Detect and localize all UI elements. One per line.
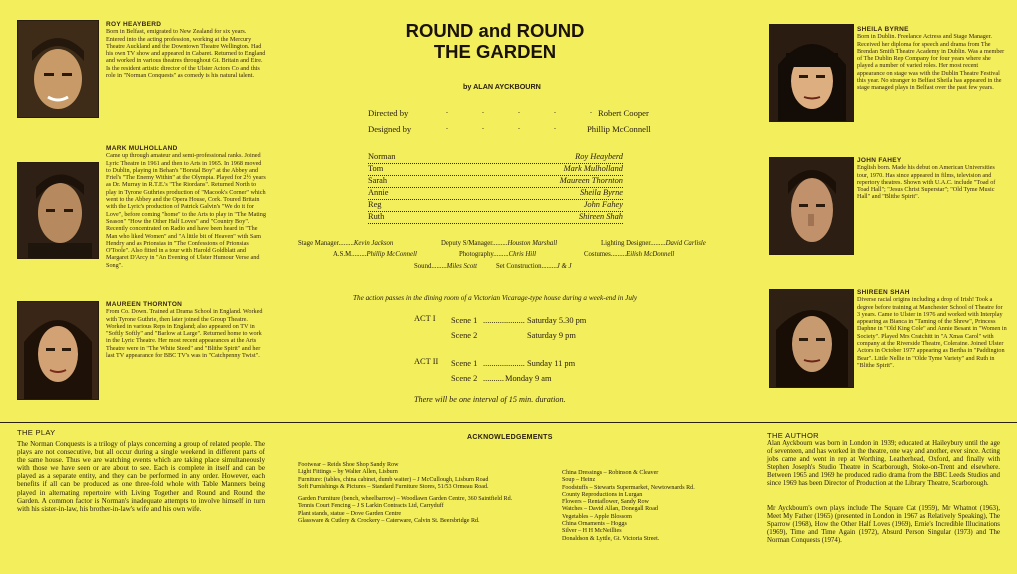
bio-shireen-shah bbox=[857, 289, 1007, 369]
crew-sound: Sound.........Miles Scott bbox=[414, 263, 478, 270]
photo-maureen-thornton bbox=[17, 301, 99, 400]
ack-item: Donaldson & Lyttle, Gt. Victoria Street. bbox=[562, 535, 660, 542]
byline: by ALAN AYCKBOURN bbox=[463, 82, 541, 91]
directed-by: Robert Cooper bbox=[598, 108, 649, 118]
cast-actor: Sheila Byrne bbox=[579, 188, 623, 197]
bio-maureen-thornton bbox=[106, 301, 266, 359]
interval-note: There will be one interval of 15 min. duration. bbox=[414, 395, 566, 404]
designed-label: Designed by bbox=[368, 124, 412, 134]
act1-scene1-label: Scene 1 bbox=[451, 316, 478, 325]
title-line-2: THE GARDEN bbox=[433, 41, 557, 62]
act2-scene1-time: Sunday 11 pm bbox=[527, 359, 576, 368]
act2-scene2-label: Scene 2 bbox=[451, 374, 478, 383]
bio-roy-heayberd bbox=[106, 21, 266, 79]
ack-item: Glassware & Cutlery & Crockery – Caterware, Calvin St. Beersbridge Rd. bbox=[298, 518, 480, 525]
cast-role: Reg bbox=[368, 200, 382, 209]
designed-by: Phillip McConnell bbox=[587, 124, 651, 134]
cast-row bbox=[368, 164, 623, 176]
bio-text: Came up through amateur and semi-professional ranks. Joined Lyric Theatre in 1961 and then to Arts in 1965. In 1968 moved to Dublin, playing in Behan's "Borstal Boy" at the Abbey and Friel's "The Enemy Within" at the Olympia. Played for 2½ years as Dr. Murray in R.T.E.'s "The Riordans". Returned North to play in Tyrone Guthries production of "Macook's Corner" which went to the Abbey and the Opera House, Cork. Toured Britain with the Lyric's production of Patrick Galvin's "We do it for Love", before coming "home" to the Arts to play in "The Mating Season" "How the Other Half Loves" and "Country Boy". Recently concentrated on Radio and have been heard in "The Man who liked Women" and "A little bit of Heaven" with Sam Hendry and as Prionsias in "The Confessions of Prionsias O'Toole". Also fitted in a tour with Harold Goldblatt and Margaret D'Arcy in "An Evening of Ulster Humour Verse and Song". bbox=[106, 152, 266, 269]
cast-actor: Maureen Thornton bbox=[559, 176, 623, 185]
cast-role: Ruth bbox=[368, 212, 385, 221]
ack-item: Soft Furnishings & Pictures – Standard Furniture Stores, 51/53 Ormeau Road. bbox=[298, 483, 489, 490]
ack-item: China Dressings – Robinson & Cleaver bbox=[562, 470, 659, 476]
bio-name: ROY HEAYBERD bbox=[106, 21, 162, 28]
act2-scene2-dots: .......... bbox=[483, 374, 504, 383]
act2-scene1-label: Scene 1 bbox=[451, 359, 478, 368]
cast-row bbox=[368, 152, 623, 164]
crew-deputy: Deputy S/Manager.........Houston Marshall bbox=[441, 240, 558, 247]
crew-set: Set Construction.........J & J bbox=[496, 263, 572, 270]
bio-name: MAUREEN THORNTON bbox=[106, 301, 183, 308]
crew-stage-manager: Stage Manager.........Kevin Jackson bbox=[298, 240, 394, 247]
act1-scene1-dots: .................... bbox=[483, 316, 525, 325]
bio-john-fahey bbox=[857, 157, 1007, 201]
bio-text: Born in Dublin. Freelance Actress and Stage Manager. Received her diploma for speech and drama from The Brendan Smith Theatre Academy in Dublin. Was a member of The Dublin Rep Company for four years where she played a number of varied roles. Her most recent appearance on stage was with the Dublin Theatre Festival this year. No stranger to Belfast Sheila has appeared in the stage managed plays in Belfast over the past few years. bbox=[857, 33, 1005, 92]
bio-text: English born. Made his debut on American Universities tour, 1970. Has since appeared in films, television and repertory theatres. Shown with U.A.C. include "Toad of Toad Hall"; "Jesus Christ Superstar"; "Old Tyme Music Hall" and "Blithe Spirit". bbox=[857, 164, 996, 201]
author-text-2: Mr Ayckbourn's own plays include The Square Cat (1959), Mr Whatnot (1963), Meet My Father (1965) (presented in London in 1967 as Relatively Speaking), The Sparrow (1968), How the Other Half Loves (1969), Ernie's Incredible Illucinations (1969), Time and Time Again (1972), Absurd Person Singular (1973) and The Norman Conquests (1974). bbox=[767, 505, 1000, 544]
photo-sheila-byrne bbox=[769, 24, 854, 122]
bio-sheila-byrne bbox=[857, 26, 1007, 92]
cast-role: Sarah bbox=[368, 176, 388, 185]
ack-item: Plant stands, statue – Dove Garden Centre bbox=[298, 510, 402, 517]
ack-right bbox=[562, 470, 742, 543]
ack-item: Foodstuffs – Stewarts Supermarket, Newtownards Rd. bbox=[562, 484, 695, 491]
ack-heading: ACKNOWLEDGEMENTS bbox=[467, 434, 553, 441]
bio-name: JOHN FAHEY bbox=[857, 157, 902, 164]
ack-item: Vegetables – Apple Blossom bbox=[562, 513, 632, 520]
cast-role: Tom bbox=[368, 164, 384, 173]
designed-dots: . . . . . bbox=[446, 122, 608, 131]
directed-dots: . . . . . bbox=[446, 106, 608, 115]
act2-scene1-dots: .................... bbox=[483, 359, 525, 368]
directed-label: Directed by bbox=[368, 108, 409, 118]
crew-costumes: Costumes.........Eilish McDonnell bbox=[584, 251, 675, 258]
author-text-1: Alan Ayckbourn was born in London in 1939; educated at Haileybury until the age of seventeen, and has worked in the theatre, one way and another, ever since. Acting jobs came and went in rep at Worthing, Leatherhead, Oxford, and finally with Stephen Joseph's Studio Theatre in Scarborough, Stoke-on-Trent and elsewhere. Between 1965 and 1969 he produced radio drama from the BBC Leeds Studios and since 1969 has been Director of Production at the Library Theatre, Scarborough. bbox=[767, 440, 1000, 487]
setting-note: The action passes in the dining room of a Victorian Vicarage-type house during a week-end in July bbox=[353, 294, 638, 302]
photo-roy-heayberd bbox=[17, 20, 99, 118]
cast-actor: Shireen Shah bbox=[578, 212, 623, 221]
act1-scene2-label: Scene 2 bbox=[451, 331, 478, 340]
bio-name: SHEILA BYRNE bbox=[857, 26, 909, 33]
bio-text: Diverse racial origins including a drop of Irish! Took a degree before training at Manchester School of Theatre for 3 years. Came to Ulster in 1976 and worked with Interplay appearing as Bianca in "Taming of the Shrew", Princess Daphne in "Old King Cole" and Annie Besant in "Women in Society". Played Mrs Cratchitt in "A Xmas Carol" with company at the Riverside Theatre, Coleraine. Joined Ulster Actors in October 1977 appearing as Bertha in "Paddington Bear". Little Nellie in "Olde Tyme Variety" and Ruth in "Blithe Spirit". bbox=[857, 296, 1007, 369]
cast-row bbox=[368, 200, 623, 212]
ack-item: Soup – Heinz bbox=[562, 477, 596, 484]
bio-text: Born in Belfast, emigrated to New Zealand for six years. Entered into the acting profession, working at the Mercury Theatre Auckland and the Downtown Theatre Wellington. Had his own TV show and appeared in Cabaret. Returned to England and worked in various theatres throughout Gt. Britain and Eire. Is the resident artistic director of the Ulster Actors Co and this role in "Norman Conquests" as comedy is his natural talent. bbox=[106, 28, 266, 80]
ack-item: Light Fittings – by Walter Allen, Lisburn bbox=[298, 469, 398, 476]
photo-shireen-shah bbox=[769, 289, 854, 388]
cast-row bbox=[368, 188, 623, 200]
author-heading: THE AUTHOR bbox=[767, 431, 819, 440]
ack-item: Watches – David Allan, Donegall Road bbox=[562, 506, 658, 513]
ack-item: Tennis Court Fencing – J S Larkin Contracts Ltd, Carryduff bbox=[298, 503, 444, 510]
cast-actor: Mark Mulholland bbox=[563, 164, 623, 173]
ack-item: County Reproductions in Lurgan bbox=[562, 491, 643, 498]
act-2-label: ACT II bbox=[414, 357, 439, 366]
cast-role: Norman bbox=[368, 152, 396, 161]
bio-mark-mulholland bbox=[106, 145, 266, 269]
ack-item: Footwear – Reids Shoe Shop Sandy Row bbox=[298, 462, 399, 468]
act1-scene1-time: Saturday 5.30 pm bbox=[527, 316, 587, 325]
crew-asm: A.S.M.........Phillip McConnell bbox=[333, 251, 417, 258]
title-line-1: ROUND and ROUND bbox=[405, 20, 585, 41]
cast-row bbox=[368, 176, 623, 188]
act-1-label: ACT I bbox=[414, 314, 436, 323]
ack-left bbox=[298, 462, 528, 525]
ack-item: China Ornaments – Hoggs bbox=[562, 521, 627, 528]
crew-photography: Photography.........Chris Hill bbox=[459, 251, 536, 258]
ack-item: Furniture: (tables, china cabinet, dumb waiter) – J McCullough, Lisburn Road bbox=[298, 476, 489, 483]
cast-role: Annie bbox=[368, 188, 389, 197]
act1-scene2-time: Saturday 9 pm bbox=[527, 331, 576, 340]
ack-item: Garden Furniture (bench, wheelbarrow) – Woodlawn Garden Centre, 360 Saintfield Rd. bbox=[298, 496, 513, 503]
cast-row bbox=[368, 212, 623, 224]
bio-name: SHIREEN SHAH bbox=[857, 289, 910, 296]
cast-actor: Roy Heayberd bbox=[575, 152, 623, 161]
photo-john-fahey bbox=[769, 157, 854, 255]
play-title bbox=[370, 20, 620, 62]
play-heading: THE PLAY bbox=[17, 428, 56, 437]
photo-mark-mulholland bbox=[17, 162, 99, 259]
play-text: The Norman Conquests is a trilogy of plays concerning a group of related people. The plays are not consecutive, but all occur during a single weekend in different parts of the same house. Thus we are watching events which are taking place simultaneously with those we have seen or are about to see. Each is complete in itself and can be played as a separate entity, and they can be performed in any order. However, each benefits if all can be produced as one three-fold whole with Table Manners being played in alternating repertoire with Living Together and Round and Round the Garden. A common factor is Norman's inadequate attempts to involve himself in turn with his sister-in-law, his brother-in-law's wife and his own wife. bbox=[17, 440, 265, 513]
crew-lighting: Lighting Designer.........David Carlisle bbox=[601, 240, 706, 247]
bio-text: From Co. Down. Trained at Drama School in England. Worked with Tyrone Guthrie, then later joined the Group Theatre. Worked in various Reps in England; also appeared on TV in "Softly Softly" and "Barlow at Large". Returned home to work in the Lyric Theatre. Her most recent appearances at the Arts Theatre were in "The White Steed" and "Blithe Spirit" and her last TV appearance for BBC TV's was in "Catchpenny Twist". bbox=[106, 308, 263, 360]
section-divider bbox=[0, 422, 1017, 423]
ack-item: Flowers – Rentaflower, Sandy Row bbox=[562, 499, 649, 506]
act2-scene2-time: Monday 9 am bbox=[505, 374, 552, 383]
ack-item: Silver – H H McNeillies bbox=[562, 528, 622, 535]
bio-name: MARK MULHOLLAND bbox=[106, 145, 178, 152]
cast-actor: John Fahey bbox=[583, 200, 623, 209]
